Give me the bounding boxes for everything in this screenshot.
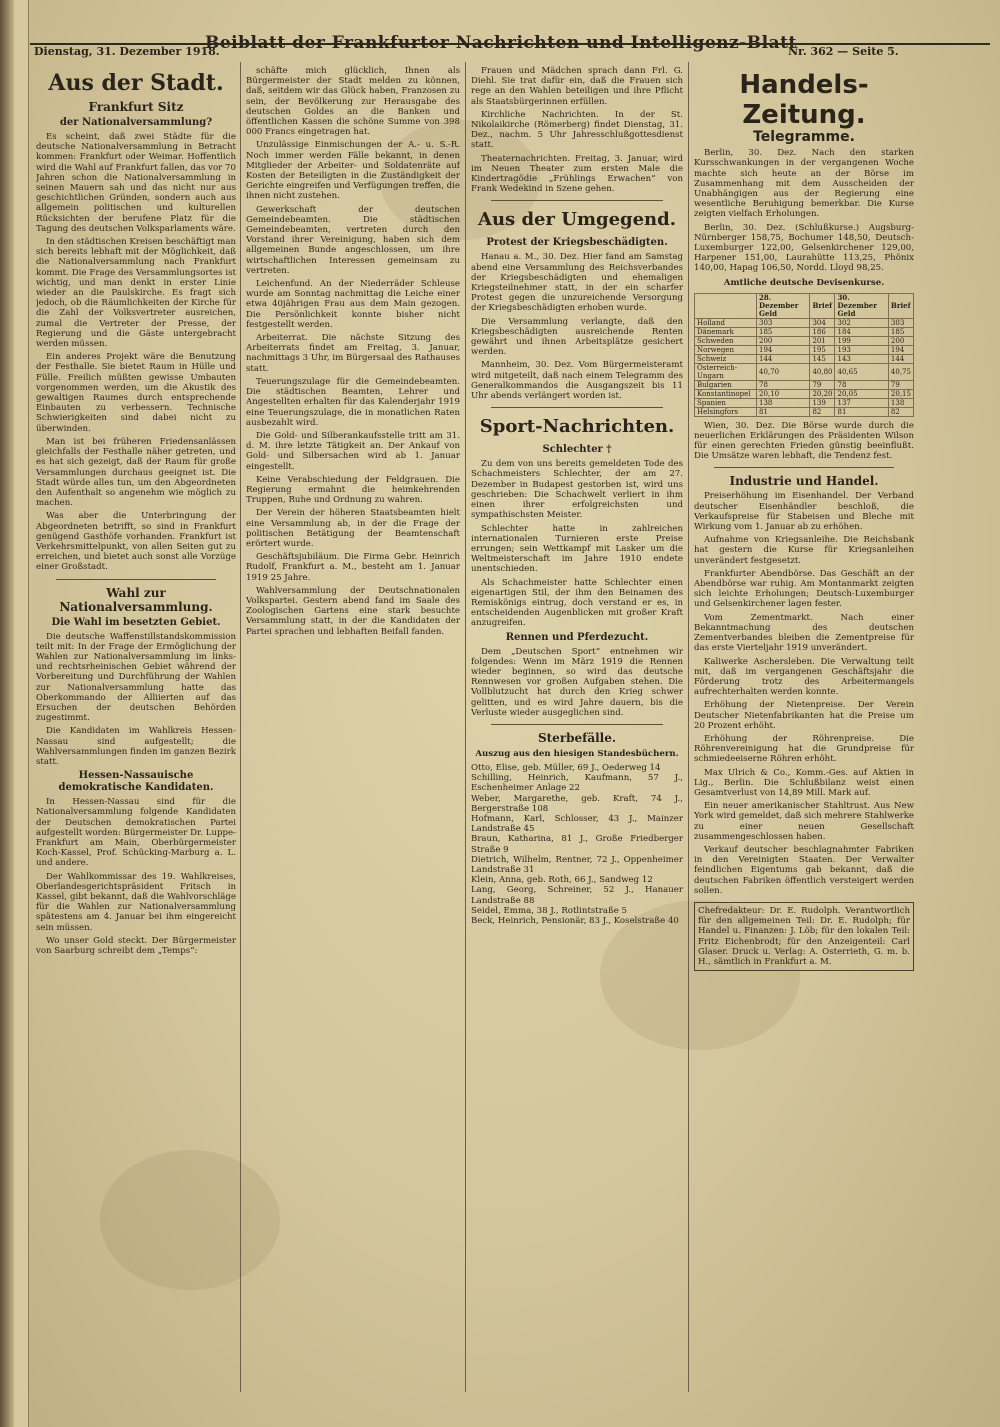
header-page-number: Nr. 362 — Seite 5.	[788, 45, 899, 58]
death-notice: Weber, Margarethe, geb. Kraft, 74 J., Bergerstraße 108	[471, 793, 683, 814]
table-cell: 40,80	[810, 363, 835, 380]
table-row	[695, 354, 914, 363]
paragraph: Erhöhung der Röhrenpreise. Die Röhrenvereinigung hat die Grundpreise für schmiedeeiserne Röhren erhöht.	[694, 733, 914, 765]
paragraph: Die Kandidaten im Wahlkreis Hessen-Nassau sind aufgestellt; die Wahlversammlungen finden im ganzen Bezirk statt.	[36, 726, 236, 767]
table-cell: Dänemark	[695, 327, 757, 336]
table-cell: 20,05	[835, 389, 888, 398]
paragraph: Wien, 30. Dez. Die Börse wurde durch die neuerlichen Erklärungen des Präsidenten Wilson für einen gerechten Frieden günstig beeinflußt. Die Umsätze waren lebhaft, die Tendenz fest.	[694, 420, 914, 462]
paragraph: Vom Zementmarkt. Nach einer Bekanntmachung des deutschen Zementverbandes bleiben die Zementpreise für das erste Vierteljahr 1919 unverändert.	[694, 612, 914, 654]
paragraph: Erhöhung der Nietenpreise. Der Verein Deutscher Nietenfabrikanten hat die Preise um 20 Prozent erhöht.	[694, 700, 914, 731]
table-row	[695, 380, 914, 389]
section-heading-city: Aus der Stadt.	[48, 70, 224, 96]
exchange-rates-table	[694, 293, 914, 417]
paragraph: Preiserhöhung im Eisenhandel. Der Verband deutscher Eisenhändler beschloß, die Verkaufspreise für Stabeisen und Bleche mit Wirkung vom 1. Januar ab zu erhöhen.	[694, 491, 914, 533]
paragraph: Gewerkschaft der deutschen Gemeindebeamten. Die städtischen Gemeindebeamten, vertreten durch den Vorstand ihrer Vereinigung, haben sich dem allgemeinen Bunde angeschlossen, um ihre wirtschaftlichen Interessen gemeinsam zu vertreten.	[246, 204, 460, 276]
table-row	[695, 318, 914, 327]
divider	[56, 579, 216, 580]
table-cell: 78	[835, 380, 888, 389]
death-notice: Otto, Elise, geb. Müller, 69 J., Oederweg 14	[471, 762, 661, 773]
table-cell: 194	[888, 345, 913, 354]
paragraph: Es scheint, daß zwei Städte für die deutsche Nationalversammlung in Betracht kommen: Frankfurt oder Weimar. Hoffentlich wird die Wahl auf Frankfurt fallen, das vor 70 Jahren schon die Nationalversammlung in seinen Mauern sah und das nicht nur aus geschichtlichen Gründen, sondern auch aus allgemein politischen und kulturellen Rücksichten der berufene Platz für die Tagung des deutschen Volksparlaments wäre.	[36, 132, 236, 234]
column-local-news	[36, 66, 236, 1396]
death-notice: Hofmann, Karl, Schlosser, 43 J., Mainzer Landstraße 45	[471, 813, 683, 835]
paragraph: Teuerungszulage für die Gemeindebeamten. Die städtischen Beamten, Lehrer und Angestellten erhalten für das Kalenderjahr 1919 eine Teuerungszulage, die in monatlichen Raten ausbezahlt wird.	[246, 376, 460, 428]
table-cell: 144	[757, 354, 810, 363]
death-notice: Seidel, Emma, 38 J., Rotlintstraße 5	[471, 905, 628, 916]
table-cell: Spanien	[695, 398, 757, 407]
table-cell: 40,75	[888, 363, 913, 380]
article-subtitle: Hessen-Nassauische demokratische Kandidaten.	[58, 770, 214, 794]
column-rule	[465, 62, 466, 1392]
article-title: Wahl zur Nationalversammlung.	[59, 585, 213, 614]
paragraph: Wo unser Gold steckt. Der Bürgermeister von Saarburg schreibt dem „Temps“:	[36, 935, 236, 957]
article-subtitle: der Nationalversammlung?	[59, 117, 213, 128]
table-cell: 81	[835, 407, 888, 416]
paragraph: Aufnahme von Kriegsanleihe. Die Reichsbank hat gestern die Kurse für Kriegsanleihen unverändert festgesetzt.	[694, 535, 914, 566]
header-rule	[30, 43, 990, 45]
table-cell: 304	[810, 318, 835, 327]
table-cell: 144	[888, 354, 913, 363]
table-cell: 186	[810, 327, 835, 336]
paragraph: Verkauf deutscher beschlagnahmter Fabriken in den Vereinigten Staaten. Der Verwalter feindlichen Eigentums gab bekannt, daß die deutschen Fabriken öffentlich versteigert werden sollen.	[694, 844, 914, 896]
table-cell: 200	[888, 336, 913, 345]
paragraph: Der Wahlkommissar des 19. Wahlkreises, Oberlandesgerichtspräsident Fritsch in Kassel, gibt bekannt, daß die Wahlvorschläge für die Wahlen zur Nationalversammlung spätestens am 4. Januar bei ihm eingereicht sein müssen.	[36, 871, 236, 933]
article-title: Frankfurt Sitz	[88, 100, 184, 114]
paragraph: schäfte mich glücklich, Ihnen als Bürgermeister der Stadt melden zu können, daß, seitdem wir das Glück haben, Franzosen zu sein, der Bevölkerung zur Herausgabe des deutschen Goldes an die Banken und öffentlichen Kassen die schöne Summe von 398 000 Francs eingetragen hat.	[246, 66, 460, 138]
table-row	[695, 363, 914, 380]
paragraph: In den städtischen Kreisen beschäftigt man sich bereits lebhaft mit der Möglichkeit, daß die Nationalversammlung nach Frankfurt kommt. Die Frage des Versammlungsortes ist wichtig, und man denkt in erster Linie wieder an die Paulskirche. Es fragt sich jedoch, ob die Räumlichkeiten der Kirche für die Zahl der Volksvertreter ausreichen, zumal die Vertreter der Presse, der Regierung und die Gäste untergebracht werden müssen.	[36, 237, 236, 350]
table-cell: 145	[810, 354, 835, 363]
column-rule	[688, 62, 689, 1392]
table-header-cell: Brief	[888, 293, 913, 318]
paragraph: Keine Verabschiedung der Feldgrauen. Die Regierung ermahnt die heimkehrenden Truppen, Ruhe und Ordnung zu wahren.	[246, 474, 460, 506]
paragraph: Die deutsche Waffenstillstandskommission teilt mit: In der Frage der Ermöglichung der Wahlen zur Nationalversammlung im links- und rechtsrheinischen Gebiet während der Vorbereitung und Durchführung der Wahlen zur Nationalversammlung hatte das Oberkommando der Alliierten auf das Ersuchen der deutschen Behörden zugestimmt.	[36, 631, 236, 724]
paragraph: Theaternachrichten. Freitag, 3. Januar, wird im Neuen Theater zum ersten Male die Kindertragödie „Frühlings Erwachen“ von Frank Wedekind in Szene gehen.	[471, 153, 683, 195]
paragraph: Frankfurter Abendbörse. Das Geschäft an der Abendbörse war ruhig. Am Montanmarkt zeigten sich leichte Erholungen; Deutsch-Luxemburger und Gelsenkirchener lagen fester.	[694, 568, 914, 610]
death-notice: Braun, Katharina, 81 J., Große Friedberger Straße 9	[471, 834, 683, 855]
table-header-row	[695, 293, 914, 318]
paragraph: Mannheim, 30. Dez. Vom Bürgermeisteramt wird mitgeteilt, daß nach einem Telegramm des Generalkommandos die Ausgangszeit bis 11 Uhr abends verlängert worden ist.	[471, 360, 683, 402]
table-row	[695, 345, 914, 354]
table-cell: 199	[835, 336, 888, 345]
paragraph: Die Versammlung verlangte, daß den Kriegsbeschädigten ausreichende Renten gewährt und ihnen Arbeitsplätze gesichert werden.	[471, 316, 683, 358]
paragraph: Max Ulrich & Co., Komm.-Ges. auf Aktien in Lig., Berlin. Die Schlußbilanz weist einen Gesamtverlust von 14,89 Mill. Mark auf.	[694, 767, 914, 798]
paragraph: In Hessen-Nassau sind für die Nationalversammlung folgende Kandidaten der Deutschen demokratischen Partei aufgestellt worden: Bürgermeister Dr. Luppe-Frankfurt am Main, Oberbürgermeister Koch-Kassel, Prof. Schücking-Marburg a. L. und andere.	[36, 797, 236, 869]
column-region-sport	[471, 66, 683, 1396]
paragraph: Berlin, 30. Dez. (Schlußkurse.) Augsburg-Nürnberger 158,75, Bochumer 148,50, Deutsch-Luxemburger 122,00, Gelsenkirchener 129,00, Harpener 151,00, Laurahütte 113,25, Phönix 140,00, Hapag 106,50, Nordd. Lloyd 98,25.	[694, 222, 914, 274]
table-row	[695, 407, 914, 416]
divider	[491, 200, 663, 201]
section-heading-deaths: Sterbefälle.	[537, 730, 617, 745]
divider	[714, 467, 894, 468]
table-cell: 20,15	[888, 389, 913, 398]
paragraph: Schlechter hatte in zahlreichen internationalen Turnieren erste Preise errungen; sein Wettkampf mit Lasker um die Weltmeisterschaft im Jahre 1910 endete unentschieden.	[471, 523, 683, 575]
table-cell: 40,65	[835, 363, 888, 380]
paragraph: Ein neuer amerikanischer Stahltrust. Aus New York wird gemeldet, daß sich mehrere Stahlwerke zu einer neuen Gesellschaft zusammengeschlossen haben.	[694, 801, 914, 842]
table-cell: 201	[810, 336, 835, 345]
table-cell: 20,20	[810, 389, 835, 398]
paragraph: Hanau a. M., 30. Dez. Hier fand am Samstag abend eine Versammlung des Reichsverbandes der Kriegsbeschädigten und ehemaligen Kriegsteilnehmer statt, in der ein scharfer Protest gegen die unzureichende Versorgung der Kriegsbeschädigten erhoben wurde.	[471, 252, 683, 314]
death-notice: Beck, Heinrich, Pensionär, 83 J., Koselstraße 40	[471, 916, 679, 926]
paragraph: Der Verein der höheren Staatsbeamten hielt eine Versammlung ab, in der die Frage der politischen Betätigung der Beamtenschaft erörtert wurde.	[246, 508, 460, 549]
section-subheading-telegrams: Telegramme.	[753, 129, 855, 145]
table-cell: 20,10	[757, 389, 810, 398]
table-cell: 303	[888, 318, 913, 327]
table-cell: Schweden	[695, 336, 757, 345]
paragraph: Wahlversammlung der Deutschnationalen Volkspartei. Gestern abend fand im Saale des Zoologischen Gartens eine stark besuchte Versammlung statt, in der die Kandidaten der Partei sprachen und lebhaften Beifall fanden.	[246, 585, 460, 637]
paragraph: Ein anderes Projekt wäre die Benutzung der Festhalle. Sie bietet Raum in Hülle und Fülle. Freilich müßten gewisse Umbauten vorgenommen werden, um die Akustik des gewaltigen Raumes durch entsprechende Einbauten zu verbessern. Technische Schwierigkeiten sind dabei nicht zu überwinden.	[36, 352, 236, 434]
table-cell: 193	[835, 345, 888, 354]
table-cell: Schweiz	[695, 354, 757, 363]
paragraph: Berlin, 30. Dez. Nach den starken Kursschwankungen in der vergangenen Woche machte sich heute an der Börse im Zusammenhang mit dem Ausscheiden der Unabhängigen aus der Regierung eine wesentliche Beruhigung bemerkbar. Die Kurse zeigten vielfach Erholungen.	[694, 148, 914, 220]
table-cell: 184	[835, 327, 888, 336]
table-cell: 79	[888, 380, 913, 389]
paragraph: Leichenfund. An der Niederräder Schleuse wurde am Sonntag nachmittag die Leiche einer etwa 40jährigen Frau aus dem Main gezogen. Die Persönlichkeit konnte bisher nicht festgestellt werden.	[246, 279, 460, 330]
table-row	[695, 389, 914, 398]
table-cell: 82	[888, 407, 913, 416]
column-trade-news	[694, 66, 914, 1396]
table-cell: 185	[888, 327, 913, 336]
paragraph: Arbeiterrat. Die nächste Sitzung des Arbeiterrats findet am Freitag, 3. Januar, nachmittags 3 Uhr, im Bürgersaal des Rathauses statt.	[246, 333, 460, 374]
article-subtitle: Rennen und Pferdezucht.	[505, 631, 649, 643]
table-cell: Holland	[695, 318, 757, 327]
table-cell: 138	[757, 398, 810, 407]
table-cell: 79	[810, 380, 835, 389]
table-row	[695, 398, 914, 407]
table-cell: 200	[757, 336, 810, 345]
table-cell: 82	[810, 407, 835, 416]
table-cell: Helsingfors	[695, 407, 757, 416]
paragraph: Man ist bei früheren Friedensanlässen gleichfalls der Festhalle näher getreten, und es hat sich gezeigt, daß der Raum für große Versammlungen durchaus geeignet ist. Die Stadt würde alles tun, um den Abgeordneten den Aufenthalt so angenehm wie möglich zu machen.	[36, 436, 236, 509]
death-notice: Dietrich, Wilhelm, Rentner, 72 J., Oppenheimer Landstraße 31	[471, 854, 683, 875]
previous-page-strip	[14, 0, 29, 1427]
paragraph: Geschäftsjubiläum. Die Firma Gebr. Heinrich Rudolf, Frankfurt a. M., besteht am 1. Januar 1919 25 Jahre.	[246, 552, 460, 583]
death-notice: Schilling, Heinrich, Kaufmann, 57 J., Eschenheimer Anlage 22	[471, 773, 683, 794]
table-cell: 143	[835, 354, 888, 363]
article-subtitle: Auszug aus den hiesigen Standesbüchern.	[475, 748, 679, 759]
table-cell: 138	[888, 398, 913, 407]
table-header-cell: Brief	[810, 293, 835, 318]
table-cell: 194	[757, 345, 810, 354]
table-header-cell: 28. Dezember Geld	[757, 293, 810, 318]
table-cell: 185	[757, 327, 810, 336]
table-cell: Konstantinopel	[695, 389, 757, 398]
binding-edge	[0, 0, 14, 1427]
paragraph: Dem „Deutschen Sport“ entnehmen wir folgendes: Wenn im März 1919 die Rennen wieder beginnen, so wird das deutsche Rennwesen vor großen Aufgaben stehen. Die Vollblutzucht hat durch den Krieg schwer gelitten, und es wird Jahre dauern, bis die Verluste wieder ausgeglichen sind.	[471, 646, 683, 718]
table-cell: 81	[757, 407, 810, 416]
header-date: Dienstag, 31. Dezember 1918.	[34, 45, 220, 58]
paragraph: Frauen und Mädchen sprach dann Frl. G. Diehl. Sie trat dafür ein, daß die Frauen sich rege an den Wahlen beteiligen und ihre Pflicht als Staatsbürgerinnen erfüllen.	[471, 66, 683, 107]
article-subtitle: Die Wahl im besetzten Gebiet.	[51, 616, 221, 628]
table-cell: Österreich-Ungarn	[695, 363, 757, 380]
divider	[491, 724, 663, 725]
table-cell: 303	[757, 318, 810, 327]
exchange-rates-title: Amtliche deutsche Devisenkurse.	[723, 277, 885, 288]
table-cell: 195	[810, 345, 835, 354]
table-row	[695, 336, 914, 345]
section-heading-industry: Industrie und Handel.	[729, 474, 879, 489]
paragraph: Als Schachmeister hatte Schlechter einen eigenartigen Stil, der ihm den Beinamen des Remiskönigs eintrug, doch verstand er es, in entscheidenden Augenblicken mit großer Kraft anzugreifen.	[471, 577, 683, 629]
table-cell: 40,70	[757, 363, 810, 380]
table-cell: 302	[835, 318, 888, 327]
table-cell: Norwegen	[695, 345, 757, 354]
death-notice: Lang, Georg, Schreiner, 52 J., Hanauer Landstraße 88	[471, 885, 683, 906]
paragraph: Zu dem von uns bereits gemeldeten Tode des Schachmeisters Schlechter, der am 27. Dezember in Budapest gestorben ist, wird uns geschrieben: Die Schachwelt verliert in ihm einen ihrer erfolgreichsten und sympathischsten Meister.	[471, 459, 683, 521]
table-cell: Bulgarien	[695, 380, 757, 389]
paragraph: Was aber die Unterbringung der Abgeordneten betrifft, so sind in Frankfurt genügend Gasthöfe vorhanden. Frankfurt ist Verkehrsmittelpunkt, von allen Seiten gut zu erreichen, und bietet auch sonst alle Vorzüge einer Großstadt.	[36, 511, 236, 573]
section-heading-region: Aus der Umgegend.	[478, 209, 676, 231]
article-subtitle: Schlechter †	[542, 444, 612, 456]
column-local-news-continued	[246, 66, 460, 1396]
column-rule	[240, 62, 241, 1392]
table-row	[695, 327, 914, 336]
editor-imprint: Chefredakteur: Dr. E. Rudolph. Verantwortlich für den allgemeinen Teil: Dr. E. Rudolph; für Handel u. Finanzen: J. Löb; für den lokalen Teil: Fritz Eichenbrodt; für den Anzeigenteil: Carl Glaser. Druck u. Verlag: A. Osterrieth, G. m. b. H., sämtlich in Frankfurt a. M.	[694, 902, 914, 971]
divider	[491, 407, 663, 408]
death-notice: Klein, Anna, geb. Roth, 66 J., Sandweg 12	[471, 875, 653, 886]
table-cell: 139	[810, 398, 835, 407]
paragraph: Kaliwerke Aschersleben. Die Verwaltung teilt mit, daß im vergangenen Geschäftsjahr die Förderung trotz des Arbeitermangels aufrechterhalten werden konnte.	[694, 656, 914, 698]
paragraph: Unzulässige Einmischungen der A.- u. S.-R. Noch immer werden Fälle bekannt, in denen Mitglieder der Arbeiter- und Soldatenräte auf Kosten der Beteiligten in die Zuständigkeit der Gerichte eingreifen und Verfügungen treffen, die ihnen nicht zustehen.	[246, 140, 460, 202]
article-subtitle: Protest der Kriegsbeschädigten.	[486, 237, 668, 249]
table-header-cell: 30. Dezember Geld	[835, 293, 888, 318]
paragraph: Kirchliche Nachrichten. In der St. Nikolaikirche (Römerberg) findet Dienstag, 31. Dez., nachm. 5 Uhr Jahresschlußgottesdienst statt.	[471, 109, 683, 151]
table-cell: 78	[757, 380, 810, 389]
section-heading-trade: Handels-Zeitung.	[739, 70, 869, 130]
table-cell: 137	[835, 398, 888, 407]
table-header-cell	[695, 293, 757, 318]
section-heading-sport: Sport-Nachrichten.	[479, 416, 675, 438]
header-title: Beiblatt der Frankfurter Nachrichten und Intelligenz-Blatt	[205, 33, 797, 53]
paragraph: Die Gold- und Silberankaufsstelle tritt am 31. d. M. ihre letzte Tätigkeit an. Der Ankauf von Gold- und Silbersachen wird ab 1. Januar eingestellt.	[246, 430, 460, 472]
